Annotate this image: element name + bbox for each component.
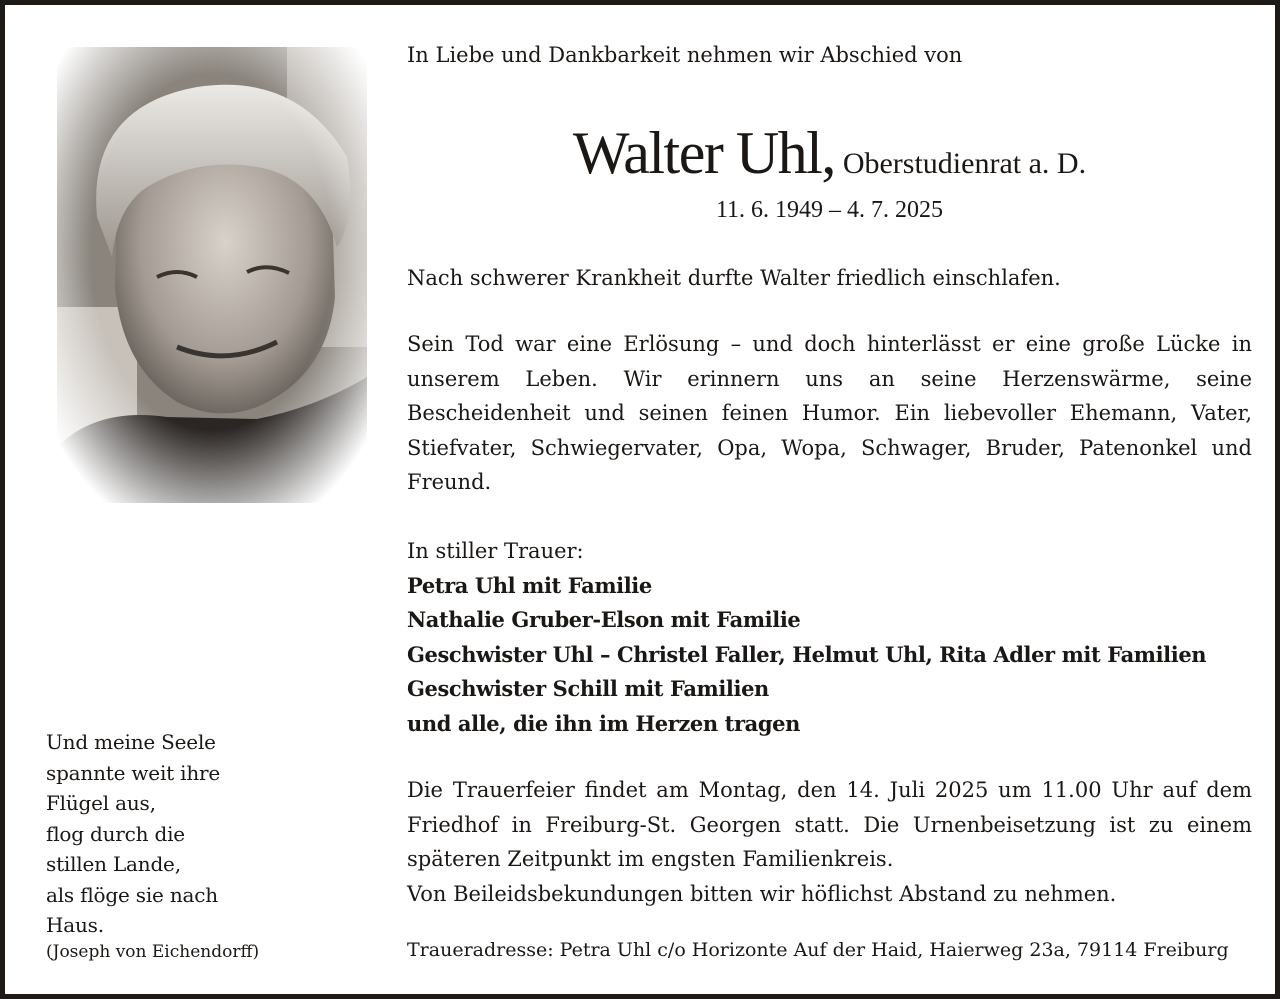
mourner-name: Geschwister Schill mit Familien <box>407 676 769 701</box>
mourner-name: Petra Uhl mit Familie <box>407 572 652 598</box>
deceased-title: Oberstudienrat a. D. <box>842 147 1087 180</box>
mourner-name: Nathalie Gruber-Elson mit Familie <box>407 607 801 632</box>
mourners-heading: In stiller Trauer: <box>407 539 584 563</box>
paragraph-passing: Nach schwerer Krankheit durfte Walter friedlich einschlafen. <box>407 266 1061 290</box>
mourner-name: und alle, die ihn im Herzen tragen <box>407 710 800 736</box>
mourners-list <box>407 534 1252 741</box>
intro-line: In Liebe und Dankbarkeit nehmen wir Abschied von <box>407 43 963 67</box>
poem-line: flog durch die <box>46 821 185 846</box>
name-block <box>407 113 1252 193</box>
poem-line: spannte weit ihre <box>46 760 221 785</box>
mourner-name: Geschwister Uhl – Christel Faller, Helmut Uhl, Rita Adler mit Familien <box>407 641 1207 667</box>
ceremony-info <box>407 773 1252 911</box>
poem-line: als flöge sie nach <box>46 882 218 907</box>
poem-author: (Joseph von Eichendorff) <box>46 942 260 962</box>
poem <box>46 727 346 941</box>
poem-line: Flügel aus, <box>46 791 156 815</box>
life-dates: 11. 6. 1949 – 4. 7. 2025 <box>715 197 944 223</box>
paragraph-tribute: Sein Tod war eine Erlösung – und doch hinterlässt er eine große Lücke in unserem Leben. Wir erinnern uns an seine Herzenswärme, seine Bescheidenheit und seinen feinen Humor. Ein liebevoller Ehemann, Vater, Stiefvater, Schwiegervater, Opa, Wopa, Schwager, Bruder, Patenonkel und Freund. <box>407 332 1252 494</box>
poem-line: stillen Lande, <box>46 852 181 876</box>
ceremony-text: Die Trauerfeier findet am Montag, den 14. Juli 2025 um 11.00 Uhr auf dem Friedhof in Freiburg-St. Georgen statt. Die Urnenbeisetzung ist zu einem späteren Zeitpunkt im engsten Familienkreis. <box>407 778 1252 871</box>
deceased-name: Walter Uhl, <box>572 120 835 186</box>
condolence-note: Von Beileidsbekundungen bitten wir höflichst Abstand zu nehmen. <box>407 881 1117 906</box>
portrait-photo <box>57 47 367 503</box>
portrait-icon <box>57 47 367 503</box>
mourning-address: Traueradresse: Petra Uhl c/o Horizonte Auf der Haid, Haierweg 23a, 79114 Freiburg <box>407 939 1229 961</box>
poem-line: Und meine Seele <box>46 730 216 754</box>
poem-line: Haus. <box>46 913 104 937</box>
